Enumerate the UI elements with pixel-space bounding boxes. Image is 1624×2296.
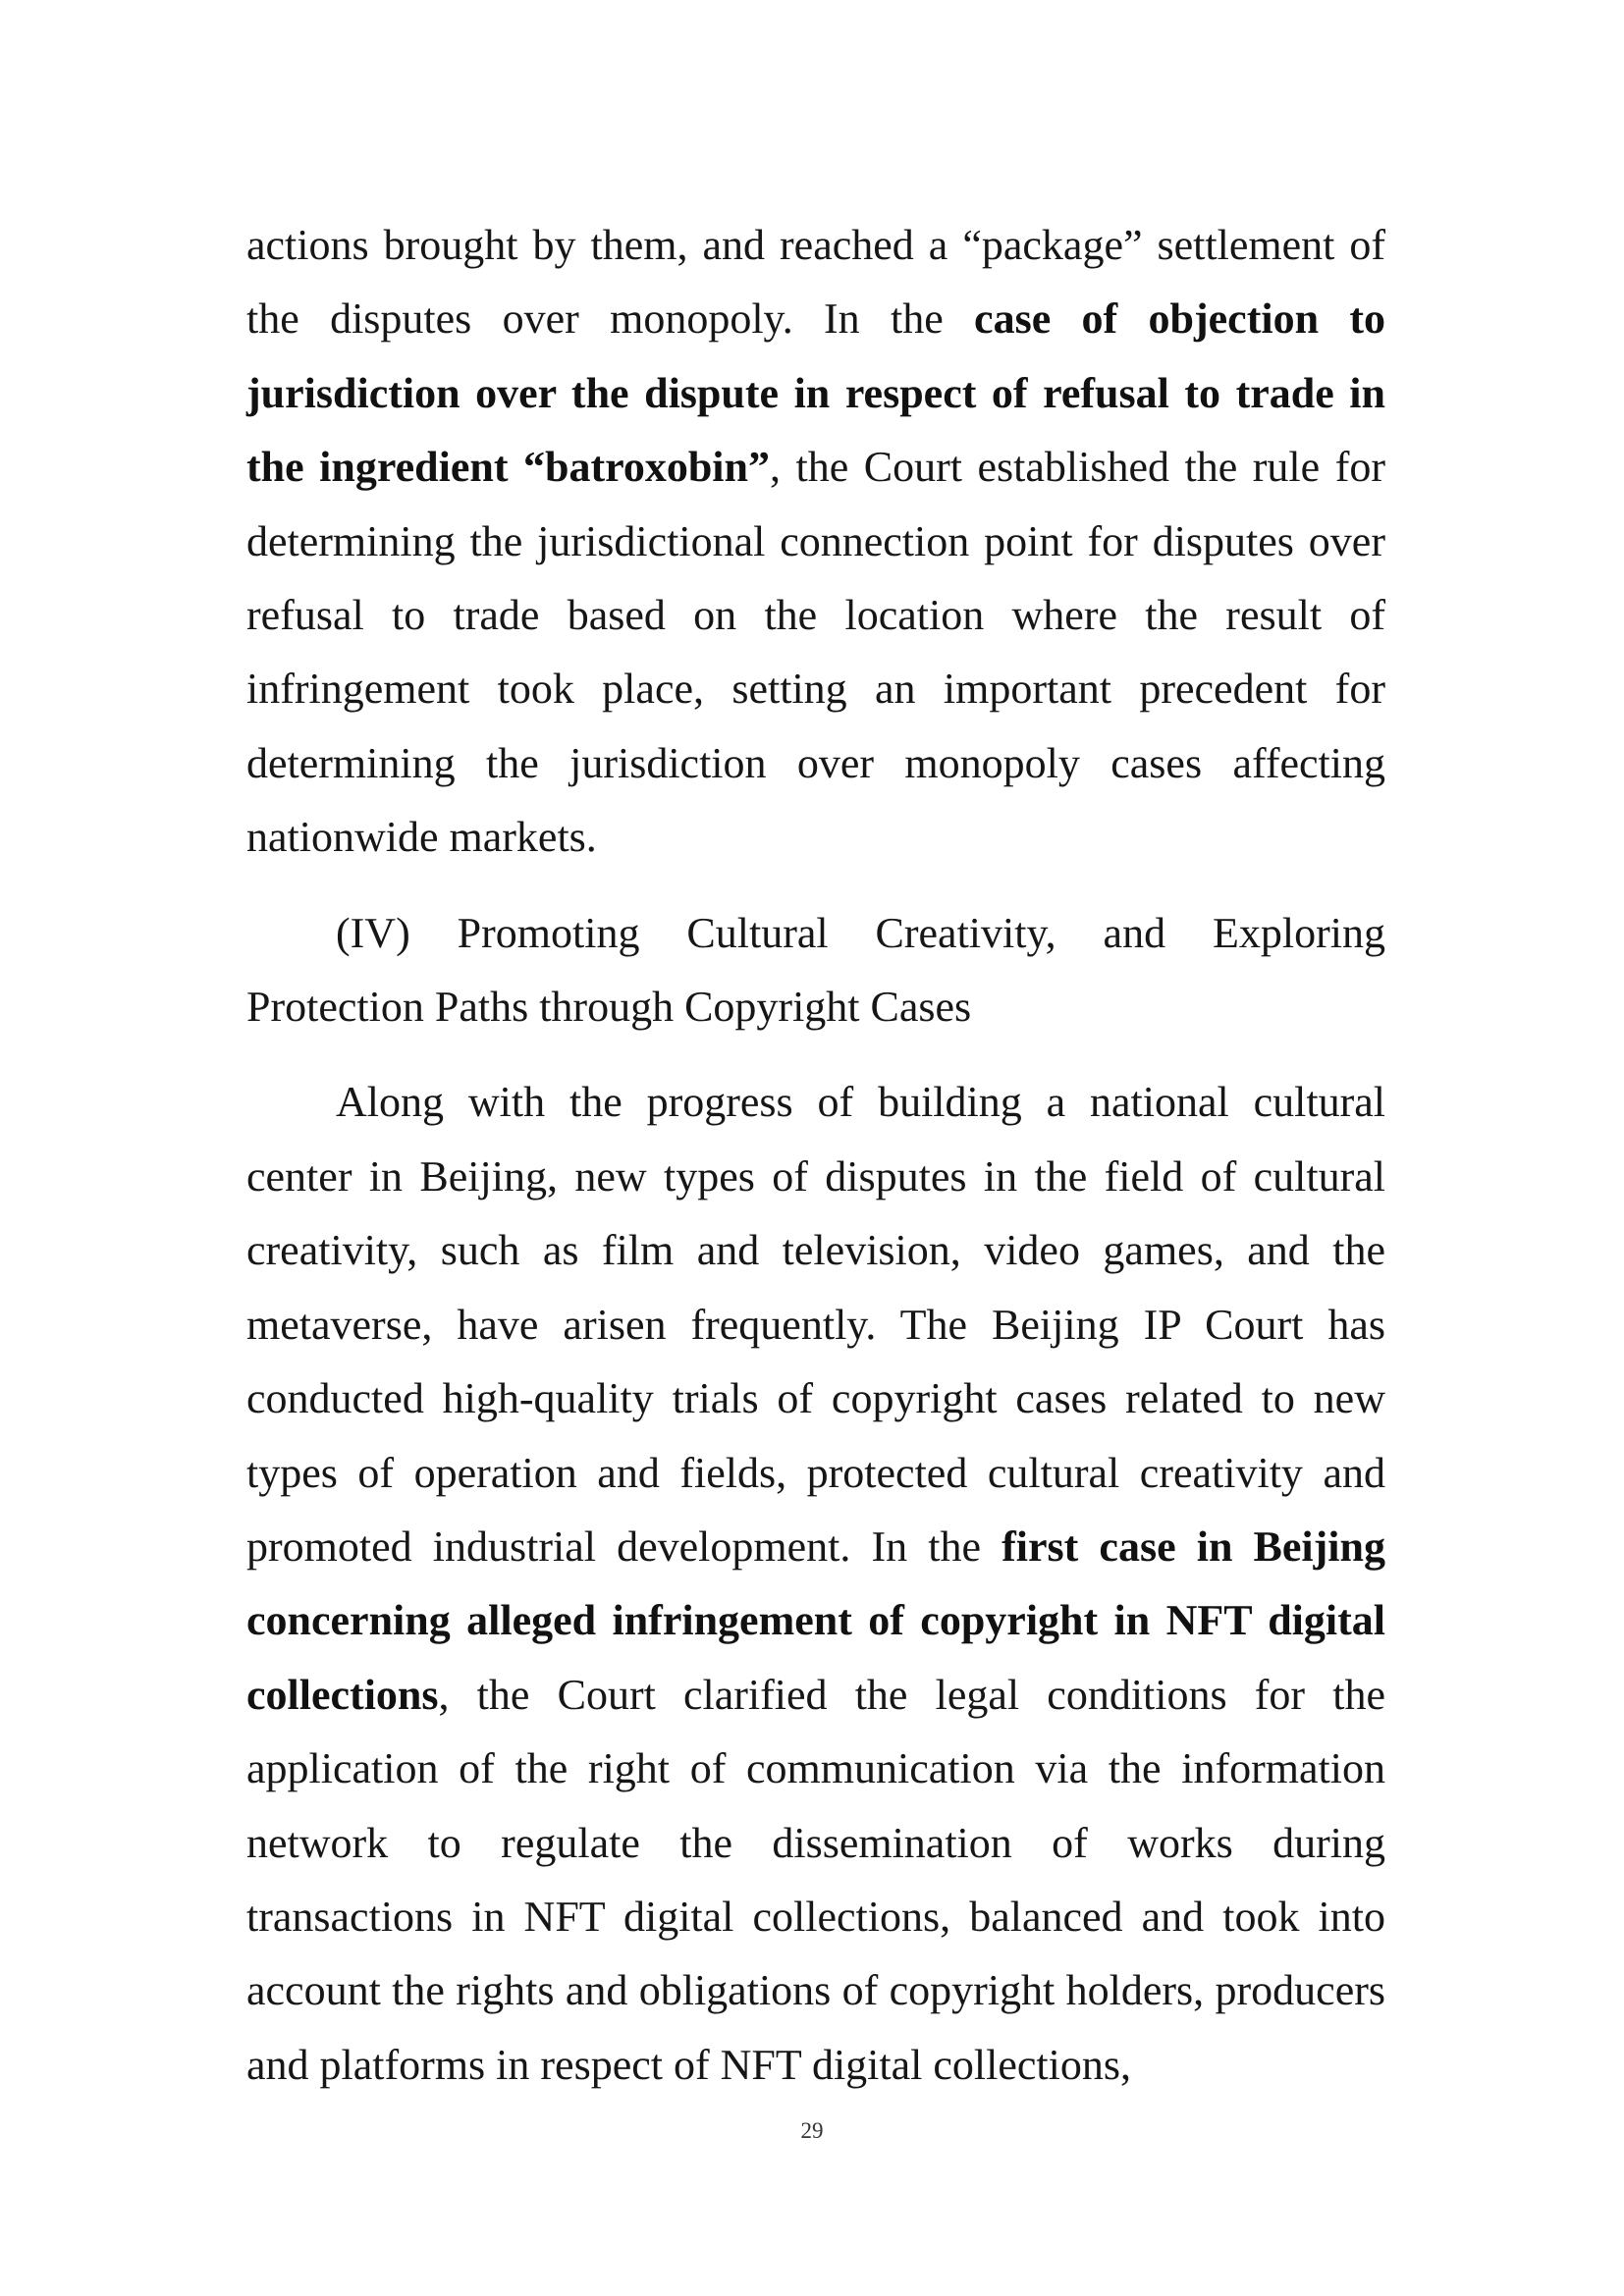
paragraph-text: , the Court established the rule for determining the jurisdictional connection point for disputes over refusal to trade based on the location where the result of infringement took place, setting an important precedent for determining the jurisdiction over monopoly cases affecting nationwide markets. — [246, 443, 1385, 862]
document-body — [246, 208, 1385, 2102]
paragraph-text: , the Court clarified the legal conditions for the application of the right of communication via the information network to regulate the dissemination of works during transactions in NFT digital collections, balanced and took into account the rights and obligations of copyright holders, producers and platforms in respect of NFT digital collections, — [246, 1670, 1385, 2089]
bold-case-name: case of objection to jurisdiction over the dispute in respect of refusal to trade in the ingredient “batroxobin” — [246, 294, 1385, 492]
page-number: 29 — [800, 2118, 824, 2143]
section-heading: (IV) Promoting Cultural Creativity, and Exploring Protection Paths through Copyright Cases — [246, 908, 1385, 1032]
paragraph-copyright-cases — [246, 1065, 1385, 2102]
bold-case-name: first case in Beijing concerning alleged infringement of copyright in NFT digital collections — [246, 1522, 1385, 1719]
paragraph-text: Along with the progress of building a national cultural center in Beijing, new types of disputes in the field of cultural creativity, such as film and television, video games, and the metaverse, have arisen frequently. The Beijing IP Court has conducted high-quality trials of copyright cases related to new types of operation and fields, protected cultural creativity and promoted industrial development. In the — [246, 1078, 1385, 1571]
paragraph-monopoly-cases — [246, 208, 1385, 875]
paragraph-text: actions brought by them, and reached a “package” settlement of the disputes over monopoly. In the — [246, 221, 1385, 344]
